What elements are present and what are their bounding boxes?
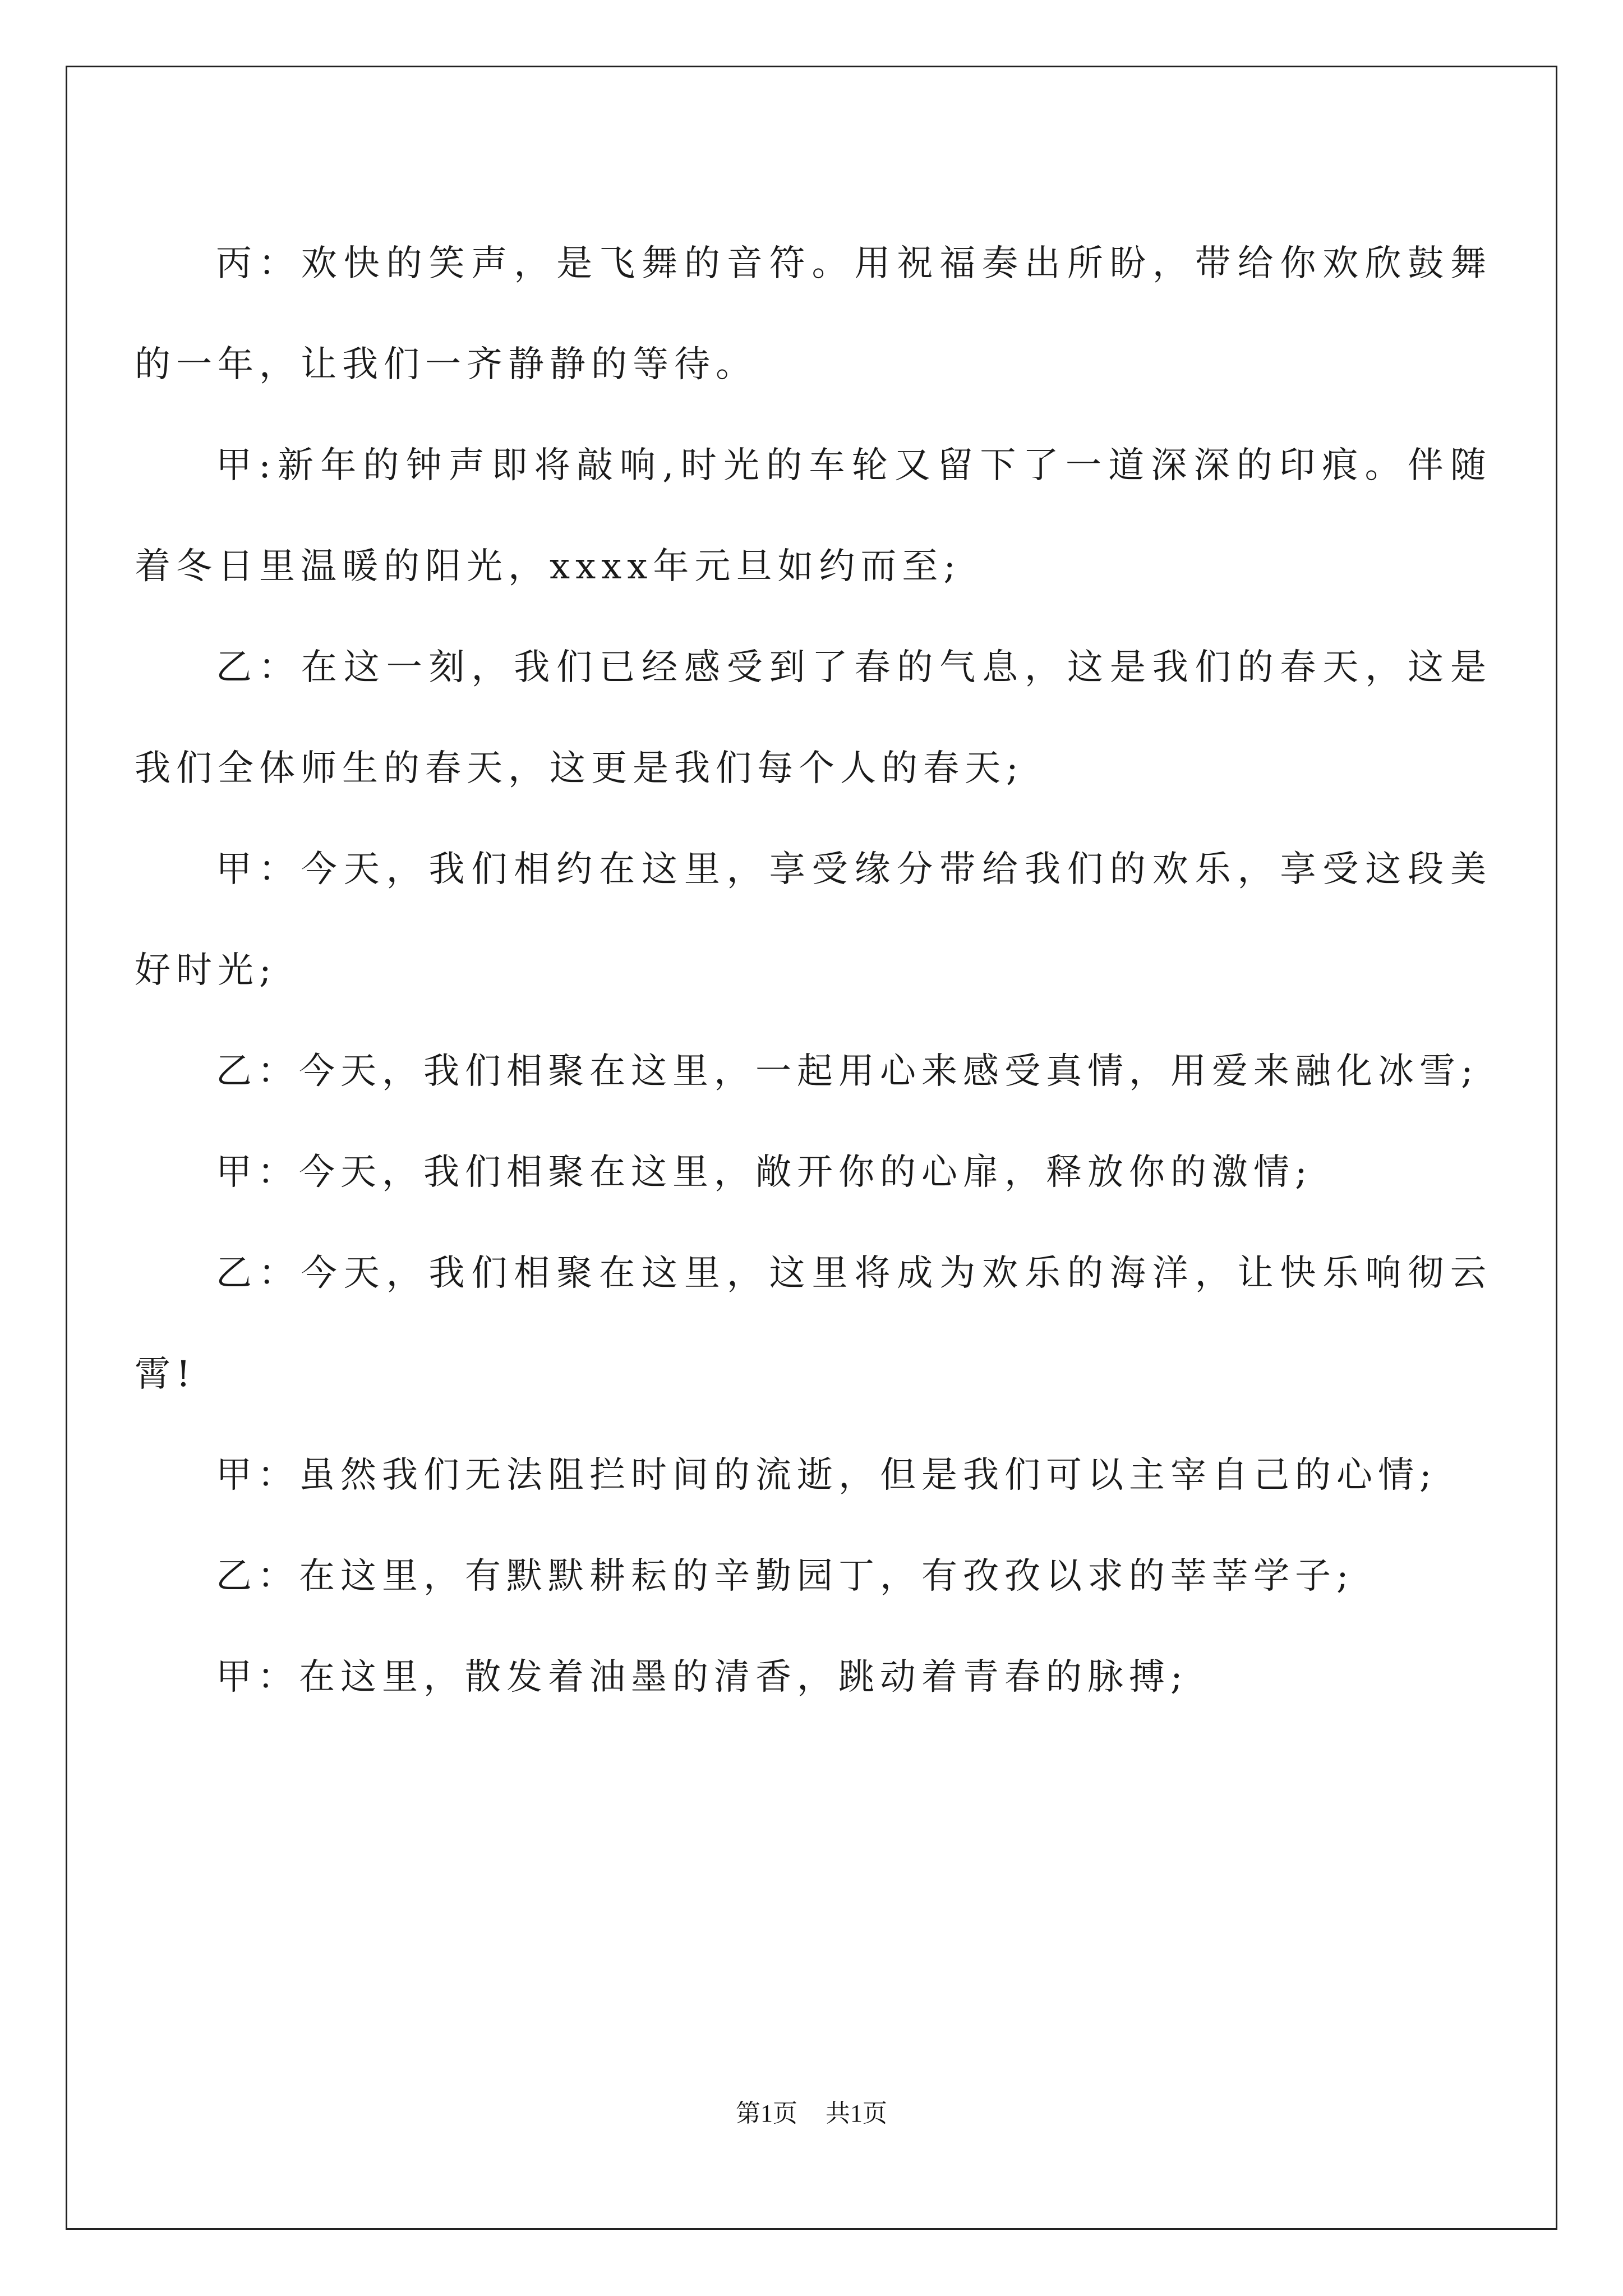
paragraph: 乙：今天，我们相聚在这里，这里将成为欢乐的海洋，让快乐响彻云霄! bbox=[135, 1253, 1492, 1395]
paragraph: 甲：今天，我们相聚在这里，敞开你的心扉，释放你的激情; bbox=[216, 1152, 1313, 1193]
paragraph: 甲：在这里，散发着油墨的清香，跳动着青春的脉搏; bbox=[216, 1657, 1188, 1698]
paragraph: 甲：今天，我们相约在这里，享受缘分带给我们的欢乐，享受这段美好时光; bbox=[135, 849, 1492, 991]
page-footer bbox=[0, 2097, 1623, 2131]
paragraph: 乙：今天，我们相聚在这里，一起用心来感受真情，用爱来融化冰雪; bbox=[216, 1051, 1479, 1092]
page-number-total: 共1页 bbox=[826, 2100, 887, 2127]
paragraph: 乙：在这一刻，我们已经感受到了春的气息，这是我们的春天，这是我们全体师生的春天，这更是我们每个人的春天; bbox=[135, 647, 1492, 789]
document-body bbox=[135, 213, 1492, 1728]
paragraph: 甲:新年的钟声即将敲响,时光的车轮又留下了一道深深的印痕。伴随着冬日里温暖的阳光，xxxx年元旦如约而至; bbox=[135, 445, 1492, 587]
paragraph: 乙：在这里，有默默耕耘的辛勤园丁，有孜孜以求的莘莘学子; bbox=[216, 1556, 1354, 1597]
paragraph: 丙：欢快的笑声，是飞舞的音符。用祝福奏出所盼，带给你欢欣鼓舞的一年，让我们一齐静静的等待。 bbox=[135, 243, 1492, 385]
paragraph: 甲：虽然我们无法阻拦时间的流逝，但是我们可以主宰自己的心情; bbox=[216, 1455, 1437, 1496]
page-number-current: 第1页 bbox=[736, 2100, 797, 2127]
